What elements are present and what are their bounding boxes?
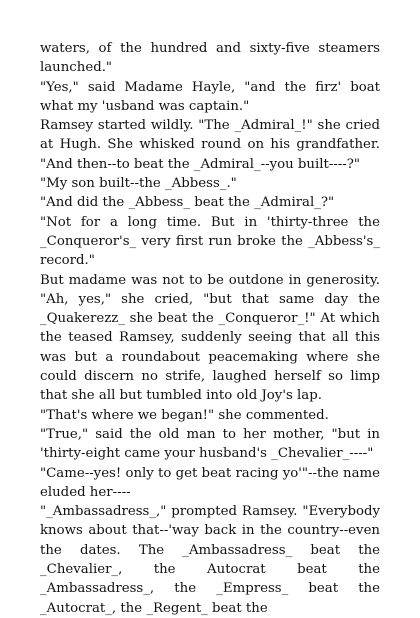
paragraph: Ramsey started wildly. "The _Admiral_!" she cried at Hugh. She whisked round on his grandfather. "And then--to beat the _Admiral_--you built----?" [40,118,380,172]
paragraph: "And did the _Abbess_ beat the _Admiral_?" [40,195,335,211]
paragraph: "Came--yes! only to get beat racing yo'"--the name eluded her---- [40,465,380,500]
paragraph: "_Ambassadress_," prompted Ramsey. "Everybody knows about that--'way back in the country--even the dates. The _Ambassadress_ beat the _Chevalier_, the Autocrat beat the _Ambassadress_, the _Empress_ beat the _Autocrat_, the _Regent_ beat the [40,504,380,616]
paragraph: "That's where we began!" she commented. [40,407,329,423]
paragraph: "My son built--the _Abbess_." [40,176,237,192]
paragraph: "True," said the old man to her mother, "but in 'thirty-eight came your husband's _Chevalier_----" [40,426,380,462]
paragraph: waters, of the hundred and sixty-five steamers launched." [40,41,380,76]
paragraph: "Yes," said Madame Hayle, "and the firz' boat what my 'usband was captain." [40,79,380,114]
paragraph: "Not for a long time. But in 'thirty-three the _Conqueror's_ very first run broke the _Abbess's_ record." [40,214,380,269]
paragraph: But madame was not to be outdone in generosity. "Ah, yes," she cried, "but that same day the _Quakerezz_ she beat the _Conqueror_!" At which the teased Ramsey, suddenly seeing that all this was but a roundabout peacemaking where she could discern no strife, laughed herself so limp that she all but tumbled into old Joy's lap. [40,272,380,404]
